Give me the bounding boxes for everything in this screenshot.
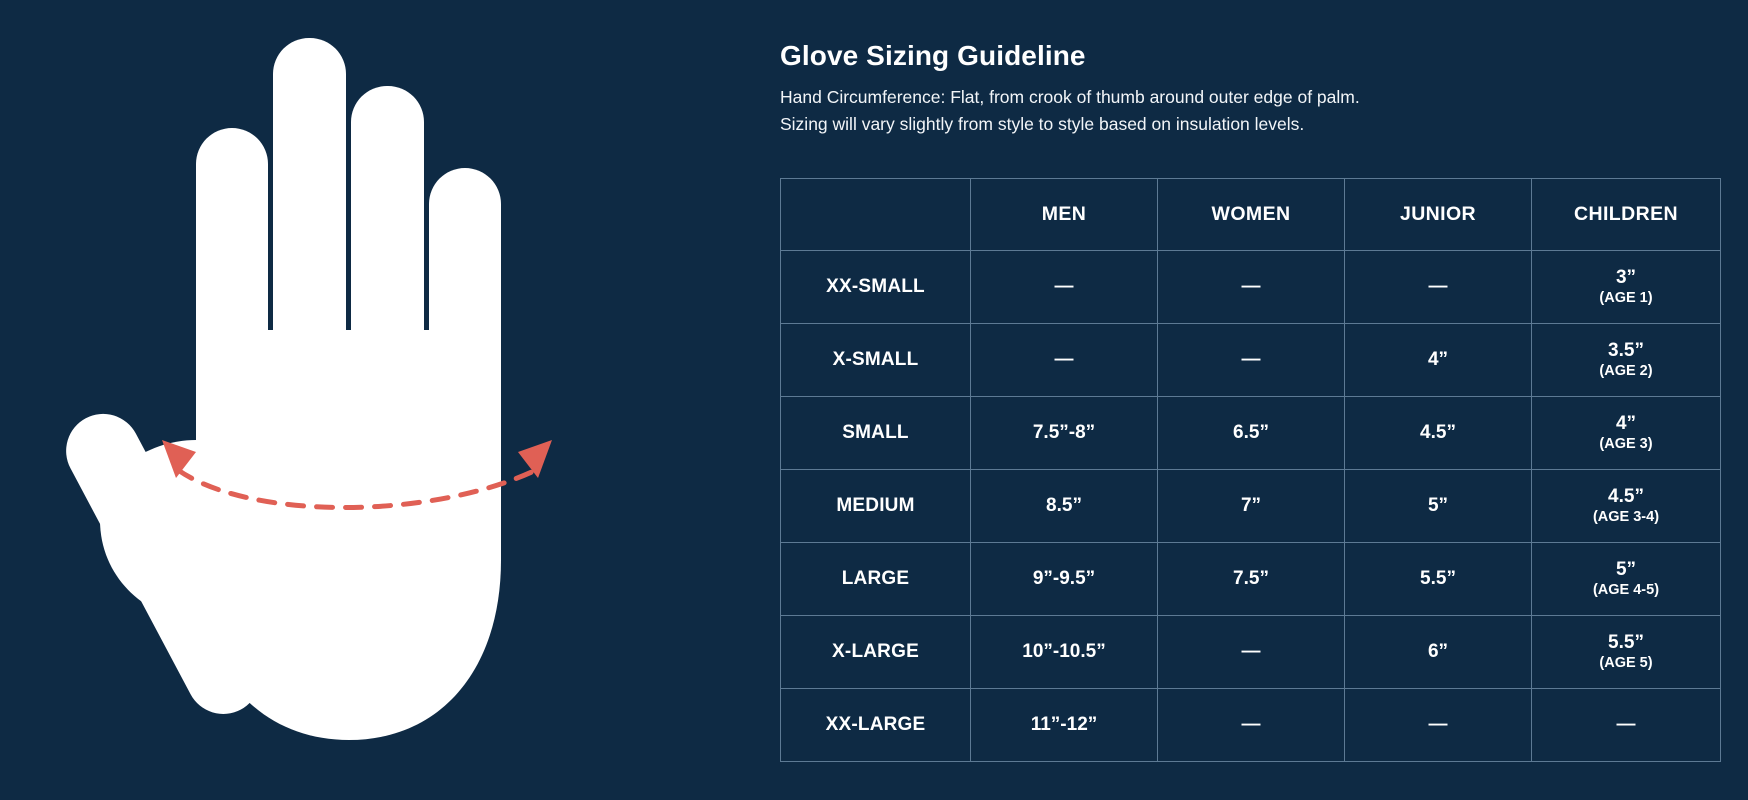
cell-small-children	[1532, 397, 1721, 470]
cell-xx-large-children	[1532, 689, 1721, 762]
subtitle-line-2: Sizing will vary slightly from style to style based on insulation levels.	[780, 114, 1305, 135]
children-size: 4.5”	[1608, 486, 1644, 508]
row-label-medium: MEDIUM	[781, 470, 971, 543]
cell-xx-large-women: —	[1158, 689, 1345, 762]
cell-x-large-women: —	[1158, 616, 1345, 689]
cell-small-women: 6.5”	[1158, 397, 1345, 470]
cell-large-junior: 5.5”	[1345, 543, 1532, 616]
table-row	[781, 543, 1721, 616]
table-header-row	[781, 179, 1721, 251]
children-size: 3”	[1615, 267, 1637, 289]
glove-size-table	[780, 178, 1721, 762]
cell-xx-small-children	[1532, 251, 1721, 324]
cell-x-small-junior: 4”	[1345, 324, 1532, 397]
table-row	[781, 324, 1721, 397]
subtitle-line-1: Hand Circumference: Flat, from crook of thumb around outer edge of palm.	[780, 87, 1360, 107]
cell-large-men: 9”-9.5”	[971, 543, 1158, 616]
table-row	[781, 251, 1721, 324]
children-age: (AGE 3)	[1599, 435, 1653, 452]
children-age: (AGE 2)	[1599, 362, 1653, 379]
cell-xx-small-junior: —	[1345, 251, 1532, 324]
cell-medium-children	[1532, 470, 1721, 543]
children-age: (AGE 1)	[1599, 289, 1653, 306]
children-size: —	[1616, 713, 1636, 735]
row-label-xx-large: XX-LARGE	[781, 689, 971, 762]
table-row	[781, 470, 1721, 543]
cell-medium-junior: 5”	[1345, 470, 1532, 543]
table-corner-cell	[781, 179, 971, 251]
children-age: (AGE 5)	[1599, 654, 1653, 671]
column-header-men: MEN	[971, 179, 1158, 251]
column-header-children: CHILDREN	[1532, 179, 1721, 251]
table-row	[781, 689, 1721, 762]
cell-x-large-men: 10”-10.5”	[971, 616, 1158, 689]
children-age: (AGE 3-4)	[1592, 508, 1660, 525]
cell-large-women: 7.5”	[1158, 543, 1345, 616]
row-label-x-small: X-SMALL	[781, 324, 971, 397]
row-label-small: SMALL	[781, 397, 971, 470]
cell-large-children	[1532, 543, 1721, 616]
hand-illustration	[0, 0, 770, 800]
cell-medium-men: 8.5”	[971, 470, 1158, 543]
row-label-large: LARGE	[781, 543, 971, 616]
sizing-content	[770, 0, 1748, 800]
cell-small-junior: 4.5”	[1345, 397, 1532, 470]
cell-small-men: 7.5”-8”	[971, 397, 1158, 470]
cell-xx-large-junior: —	[1345, 689, 1532, 762]
cell-xx-small-women: —	[1158, 251, 1345, 324]
hand-palm-icon	[0, 0, 770, 800]
subtitle-block	[780, 84, 1540, 138]
row-label-x-large: X-LARGE	[781, 616, 971, 689]
children-age: (AGE 4-5)	[1592, 581, 1660, 598]
children-size: 4”	[1615, 413, 1637, 435]
table-row	[781, 397, 1721, 470]
cell-x-small-children	[1532, 324, 1721, 397]
cell-x-large-junior: 6”	[1345, 616, 1532, 689]
cell-x-small-men: —	[971, 324, 1158, 397]
children-size: 5.5”	[1608, 632, 1644, 654]
column-header-women: WOMEN	[1158, 179, 1345, 251]
cell-xx-large-men: 11”-12”	[971, 689, 1158, 762]
cell-x-small-women: —	[1158, 324, 1345, 397]
cell-medium-women: 7”	[1158, 470, 1345, 543]
page-title: Glove Sizing Guideline	[780, 40, 1086, 71]
cell-x-large-children	[1532, 616, 1721, 689]
row-label-xx-small: XX-SMALL	[781, 251, 971, 324]
cell-xx-small-men: —	[971, 251, 1158, 324]
column-header-junior: JUNIOR	[1345, 179, 1532, 251]
table-row	[781, 616, 1721, 689]
children-size: 5”	[1615, 559, 1637, 581]
children-size: 3.5”	[1608, 340, 1644, 362]
